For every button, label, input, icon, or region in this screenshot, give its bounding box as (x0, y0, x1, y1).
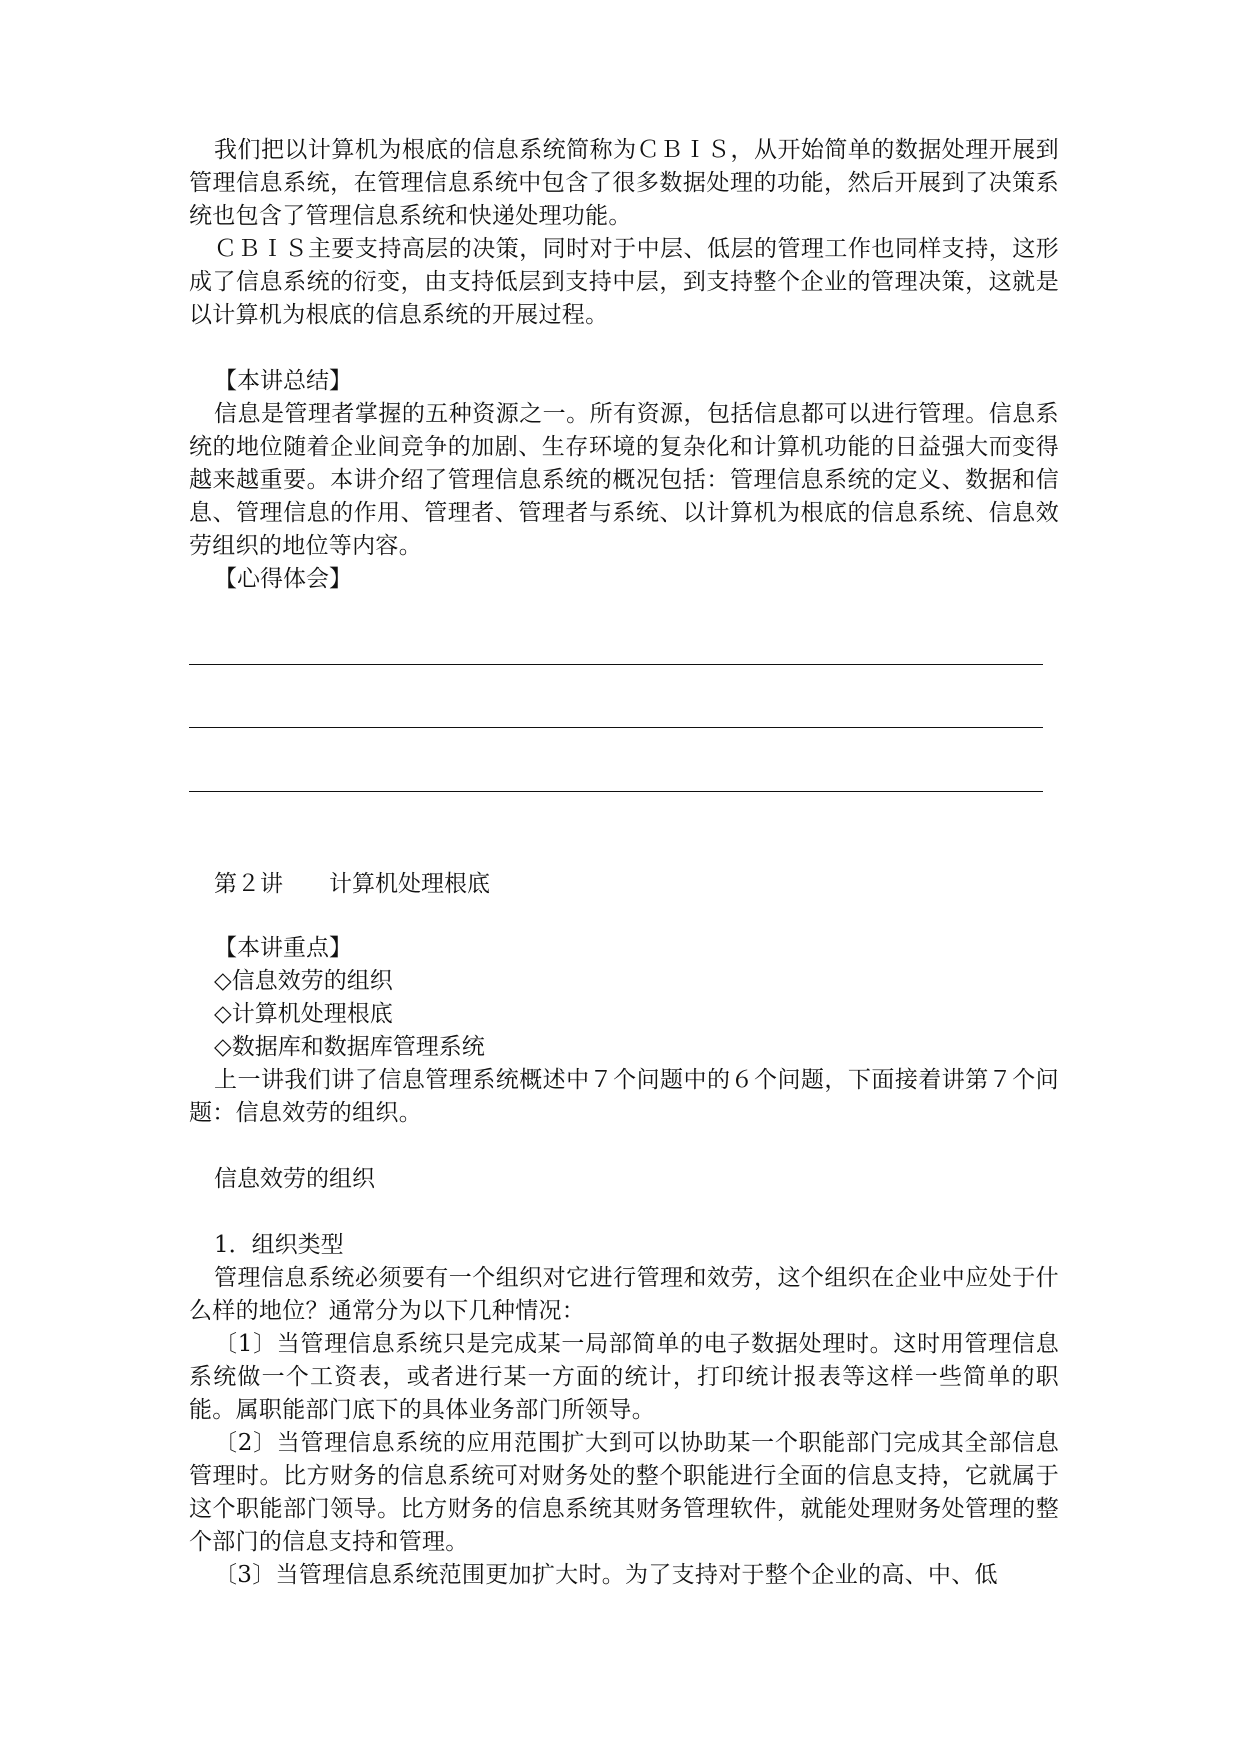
intro-paragraph: 上一讲我们讲了信息管理系统概述中７个问题中的６个问题，下面接着讲第７个问题：信息效劳的组织。 (189, 1067, 1059, 1126)
summary-heading: 【本讲总结】 (214, 368, 352, 394)
reflection-line-3 (189, 791, 1043, 792)
org-intro-paragraph: 管理信息系统必须要有一个组织对它进行管理和效劳，这个组织在企业中应处于什么样的地位？通常分为以下几种情况： (189, 1265, 1059, 1324)
paragraph-cbis-evolution: ＣＢＩＳ主要支持高层的决策，同时对于中层、低层的管理工作也同样支持，这形成了信息系统的衍变，由支持低层到支持中层，到支持整个企业的管理决策，这就是以计算机为根底的信息系统的开展过程。 (189, 236, 1059, 328)
key-point-item: ◇信息效劳的组织 (214, 968, 393, 994)
case-paragraph-3: 〔3〕当管理信息系统范围更加扩大时。为了支持对于整个企业的高、中、低 (214, 1562, 998, 1588)
key-points-heading: 【本讲重点】 (214, 935, 352, 961)
reflection-line-2 (189, 727, 1043, 728)
section-title: 信息效劳的组织 (214, 1166, 375, 1192)
key-point-item: ◇数据库和数据库管理系统 (214, 1034, 485, 1060)
reflection-heading: 【心得体会】 (214, 566, 352, 592)
reflection-line-1 (189, 664, 1043, 665)
key-point-item: ◇计算机处理根底 (214, 1001, 393, 1027)
subsection-title: 1．组织类型 (214, 1232, 344, 1258)
lecture-title: 第２讲 计算机处理根底 (214, 871, 490, 897)
paragraph-cbis-definition: 我们把以计算机为根底的信息系统简称为ＣＢＩＳ，从开始简单的数据处理开展到管理信息系统，在管理信息系统中包含了很多数据处理的功能，然后开展到了决策系统也包含了管理信息系统和快递处理功能。 (189, 137, 1059, 229)
case-paragraph-1: 〔1〕当管理信息系统只是完成某一局部简单的电子数据处理时。这时用管理信息系统做一个工资表，或者进行某一方面的统计，打印统计报表等这样一些简单的职能。属职能部门底下的具体业务部门所领导。 (189, 1331, 1059, 1423)
case-paragraph-2: 〔2〕当管理信息系统的应用范围扩大到可以协助某一个职能部门完成其全部信息管理时。比方财务的信息系统可对财务处的整个职能进行全面的信息支持，它就属于这个职能部门领导。比方财务的信息系统其财务管理软件，就能处理财务处管理的整个部门的信息支持和管理。 (189, 1430, 1059, 1555)
summary-paragraph: 信息是管理者掌握的五种资源之一。所有资源，包括信息都可以进行管理。信息系统的地位随着企业间竞争的加剧、生存环境的复杂化和计算机功能的日益强大而变得越来越重要。本讲介绍了管理信息系统的概况包括：管理信息系统的定义、数据和信息、管理信息的作用、管理者、管理者与系统、以计算机为根底的信息系统、信息效劳组织的地位等内容。 (189, 401, 1059, 559)
